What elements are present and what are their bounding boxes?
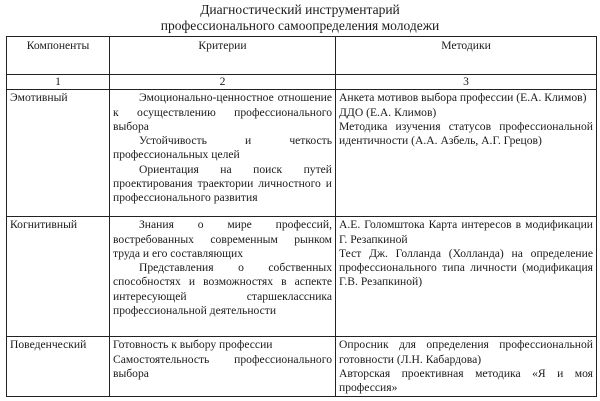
header-criteria: Критерии [110, 37, 336, 75]
header-components: Компоненты [7, 37, 110, 75]
method-item: Авторская проективная методика «Я и моя профессия» [339, 366, 593, 395]
column-number-3: 3 [336, 75, 597, 90]
method-item: Анкета мотивов выбора профессии (Е.А. Климов) [339, 91, 587, 105]
criterion-item: Готовность к выбору профессии [113, 338, 273, 352]
method-item: Тест Дж. Голланда (Холланда) на определение профессионального типа личности (модификация Г.В. Резапкиной) [339, 246, 593, 289]
column-number-2: 2 [110, 75, 336, 90]
table-row-behavioral [7, 337, 597, 397]
criterion-item: Знания о мире профессий, востребованных современным рынком труда и его составляющих [113, 218, 332, 260]
criteria-cell [110, 217, 336, 337]
component-cell: Эмотивный [7, 90, 110, 217]
method-item: Опросник для определения профессиональной готовности (Л.Н. Кабардова) [339, 338, 593, 366]
criterion-item: Эмоционально-ценностное отношение к осуществлению профессионального выбора [113, 91, 332, 133]
criterion-item: Представления о собственных способностях и возможностях в аспекте интересующей старшеклассника профессиональной деятельности [113, 261, 332, 318]
column-number-row [7, 75, 597, 90]
table-row-emotive [7, 90, 597, 217]
criterion-item: Самостоятельность профессионального выбора [113, 352, 332, 380]
header-row [7, 37, 597, 75]
criteria-cell [110, 337, 336, 397]
method-item: Методика изучения статусов профессиональной идентичности (А.А. Азбель, А.Г. Грецов) [339, 119, 593, 148]
component-cell: Поведенческий [7, 337, 110, 397]
criteria-cell [110, 90, 336, 217]
methods-cell [336, 90, 597, 217]
table-row-cognitive [7, 217, 597, 337]
method-item: А.Е. Голомштока Карта интересов в модификации Г. Резапкиной [339, 218, 593, 246]
methods-cell [336, 217, 597, 337]
criterion-item: Устойчивость и четкость профессиональных целей [113, 134, 332, 162]
criterion-item: Ориентация на поиск путей проектирования траектории личностного и профессионального развития [113, 162, 332, 205]
document-title [0, 2, 600, 34]
header-methods: Методики [336, 37, 597, 75]
method-item: ДДО (Е.А. Климов) [339, 105, 437, 119]
diagnostic-table [6, 36, 597, 397]
component-cell: Когнитивный [7, 217, 110, 337]
column-number-1: 1 [7, 75, 110, 90]
title-line-1: Диагностический инструментарий [200, 2, 400, 17]
methods-cell [336, 337, 597, 397]
title-line-2: профессионального самоопределения молодежи [160, 18, 440, 33]
